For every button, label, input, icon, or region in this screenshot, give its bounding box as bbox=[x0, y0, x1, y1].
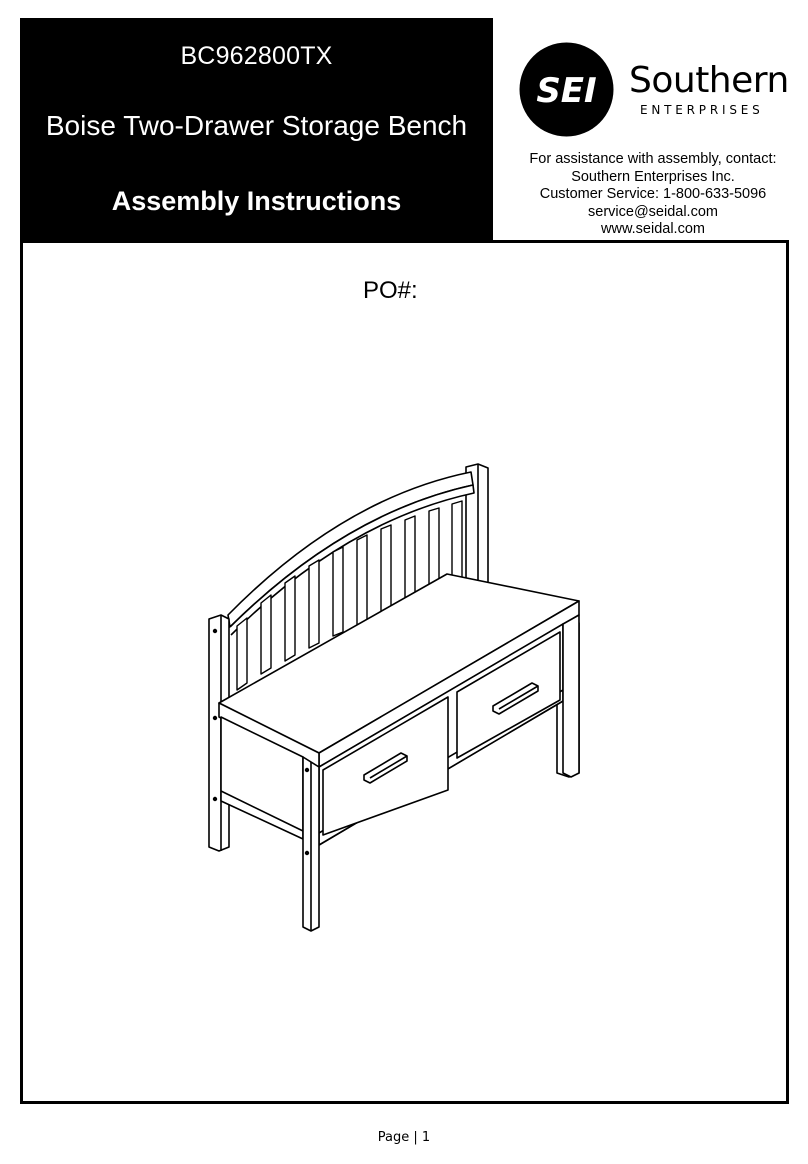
title-banner bbox=[20, 18, 493, 240]
contact-email: service@seidal.com bbox=[588, 203, 718, 220]
po-number-label: PO#: bbox=[363, 277, 418, 304]
document-title: Assembly Instructions bbox=[111, 186, 402, 216]
contact-phone: Customer Service: 1-800-633-5096 bbox=[539, 186, 767, 202]
sei-logo-icon bbox=[519, 42, 614, 137]
product-name: Boise Two-Drawer Storage Bench bbox=[45, 110, 468, 141]
contact-company: Southern Enterprises Inc. bbox=[571, 168, 735, 185]
brand-name: Southern bbox=[629, 60, 789, 101]
contact-website: www.seidal.com bbox=[601, 221, 705, 237]
illustration-frame bbox=[20, 240, 789, 1104]
logo-mark: SEI bbox=[536, 71, 597, 111]
brand-subtitle: ENTERPRISES bbox=[640, 103, 764, 117]
storage-bench-illustration bbox=[23, 243, 786, 1101]
page-number: Page | 1 bbox=[377, 1130, 431, 1145]
model-number: BC962800TX bbox=[180, 42, 333, 70]
contact-intro: For assistance with assembly, contact: bbox=[529, 151, 777, 167]
contact-block bbox=[505, 151, 801, 239]
company-logo bbox=[519, 42, 789, 138]
